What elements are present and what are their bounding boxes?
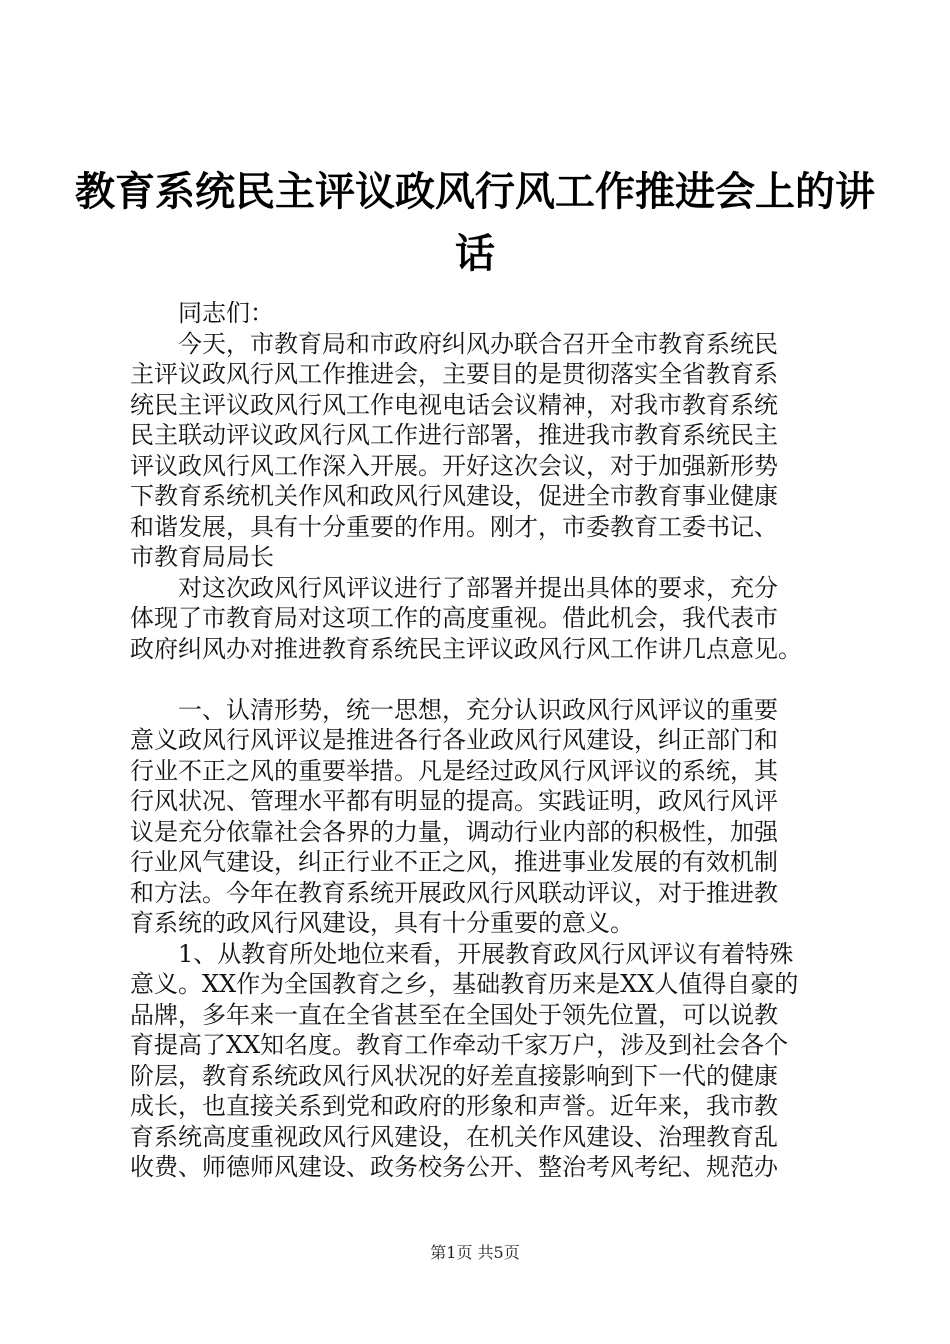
body-text-line: 和方法。今年在教育系统开展政风行风联动评议，对于推进教	[130, 878, 778, 907]
body-text-line: 下教育系统机关作风和政风行风建设，促进全市教育事业健康	[130, 482, 778, 510]
body-text-line: 和谐发展，具有十分重要的作用。刚才，市委教育工委书记、	[130, 512, 778, 541]
body-text-line: 议是充分依靠社会各界的力量，调动行业内部的积极性，加强	[130, 817, 778, 846]
body-text-line: 阶层，教育系统政风行风状况的好差直接影响到下一代的健康	[130, 1061, 778, 1090]
blank-line	[130, 664, 850, 695]
body-text-line: 1、从教育所处地位来看，开展教育政风行风评议有着特殊	[130, 939, 794, 968]
body-text-line: 政府纠风办对推进教育系统民主评议政风行风工作讲几点意见。	[130, 634, 802, 663]
document-title-line-2: 话	[455, 230, 495, 277]
body-text-line: 主评议政风行风工作推进会，主要目的是贯彻落实全省教育系	[130, 360, 778, 388]
body-text-line: 评议政风行风工作深入开展。开好这次会议，对于加强新形势	[130, 451, 778, 480]
document-body	[130, 298, 850, 1183]
body-text-line: 体现了市教育局对这项工作的高度重视。借此机会，我代表市	[130, 604, 778, 632]
body-text-line: 育系统的政风行风建设，具有十分重要的意义。	[130, 909, 634, 937]
body-text-line: 统民主评议政风行风工作电视电话会议精神，对我市教育系统	[130, 390, 778, 419]
body-text-line: 意义。XX作为全国教育之乡，基础教育历来是XX人值得自豪的	[130, 970, 799, 998]
body-text-line: 成长，也直接关系到党和政府的形象和声誉。近年来，我市教	[130, 1092, 778, 1120]
body-text-line: 一、认清形势，统一思想，充分认识政风行风评议的重要	[130, 695, 778, 724]
body-text-line: 收费、师德师风建设、政务校务公开、整治考风考纪、规范办	[130, 1153, 778, 1181]
body-text-line: 市教育局局长	[130, 543, 274, 571]
body-text-line: 行业不正之风的重要举措。凡是经过政风行风评议的系统，其	[130, 756, 778, 785]
body-text-line: 对这次政风行风评议进行了部署并提出具体的要求，充分	[130, 573, 778, 602]
body-text-line: 意义政风行风评议是推进各行各业政风行风建设，纠正部门和	[130, 726, 778, 754]
body-text-line: 今天，市教育局和市政府纠风办联合召开全市教育系统民	[130, 329, 778, 358]
body-text-line: 同志们：	[130, 299, 274, 327]
body-text-line: 品牌，多年来一直在全省甚至在全国处于领先位置，可以说教	[130, 1000, 778, 1029]
body-text-line: 行风状况、管理水平都有明显的提高。实践证明，政风行风评	[130, 787, 778, 815]
body-text-line: 育提高了XX知名度。教育工作牵动千家万户，涉及到社会各个	[130, 1031, 789, 1059]
page-footer: 第1页 共5页	[430, 1243, 520, 1262]
body-text-line: 行业风气建设，纠正行业不正之风，推进事业发展的有效机制	[130, 848, 778, 876]
body-text-line: 民主联动评议政风行风工作进行部署，推进我市教育系统民主	[130, 421, 778, 449]
document-title-line-1: 教育系统民主评议政风行风工作推进会上的讲	[75, 168, 875, 215]
body-text-line: 育系统高度重视政风行风建设，在机关作风建设、治理教育乱	[130, 1122, 778, 1151]
